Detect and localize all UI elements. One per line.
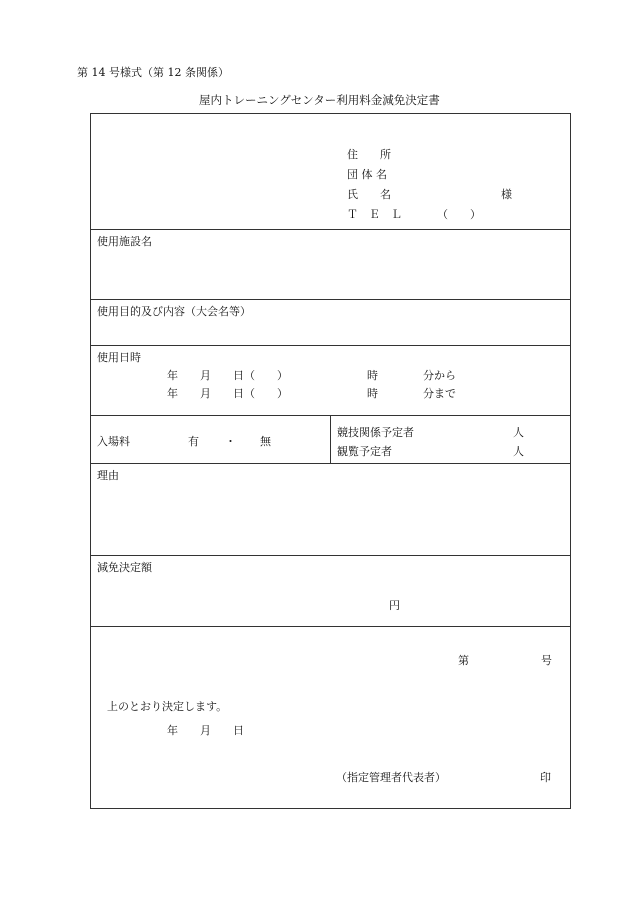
- seal-mark: 印: [540, 771, 551, 784]
- decision-statement: 上のとおり決定します。: [107, 700, 228, 713]
- document-title: 屋内トレーニングセンター利用料金減免決定書: [199, 93, 440, 107]
- number-prefix: 第: [458, 654, 469, 667]
- address-label: 住 所: [347, 148, 391, 161]
- tel-parens: （ ）: [437, 208, 481, 221]
- start-hour: 時: [367, 369, 378, 382]
- admission-divider: [330, 415, 331, 463]
- reason-label: 理由: [97, 469, 119, 482]
- end-date: 年 月 日（ ）: [167, 387, 288, 400]
- divider: [90, 555, 571, 556]
- divider: [90, 229, 571, 230]
- datetime-label: 使用日時: [97, 351, 141, 364]
- end-minute: 分まで: [423, 387, 456, 400]
- competitors-unit: 人: [513, 426, 524, 439]
- form-number: 第 14 号様式（第 12 条関係）: [77, 66, 229, 79]
- decision-date: 年 月 日: [167, 724, 244, 737]
- start-date: 年 月 日（ ）: [167, 369, 288, 382]
- signer-label: （指定管理者代表者）: [336, 771, 446, 784]
- honorific: 様: [501, 188, 512, 201]
- name-label: 氏 名: [347, 188, 391, 201]
- group-name-label: 団 体 名: [347, 168, 387, 181]
- divider: [90, 345, 571, 346]
- facility-label: 使用施設名: [97, 235, 152, 248]
- admission-label: 入場料: [97, 435, 130, 448]
- end-hour: 時: [367, 387, 378, 400]
- start-minute: 分から: [423, 369, 456, 382]
- divider: [90, 626, 571, 627]
- spectators-unit: 人: [513, 445, 524, 458]
- tel-label: Ｔ Ｅ Ｌ: [347, 208, 402, 221]
- divider: [90, 299, 571, 300]
- admission-dot: ・: [225, 435, 236, 448]
- admission-no: 無: [260, 435, 271, 448]
- purpose-label: 使用目的及び内容（大会名等）: [97, 305, 251, 318]
- yen-unit: 円: [389, 599, 400, 612]
- competitors-label: 競技関係予定者: [337, 426, 414, 439]
- admission-yes: 有: [188, 435, 199, 448]
- reduction-label: 減免決定額: [97, 561, 152, 574]
- number-suffix: 号: [541, 654, 552, 667]
- divider: [90, 463, 571, 464]
- spectators-label: 観覧予定者: [337, 445, 392, 458]
